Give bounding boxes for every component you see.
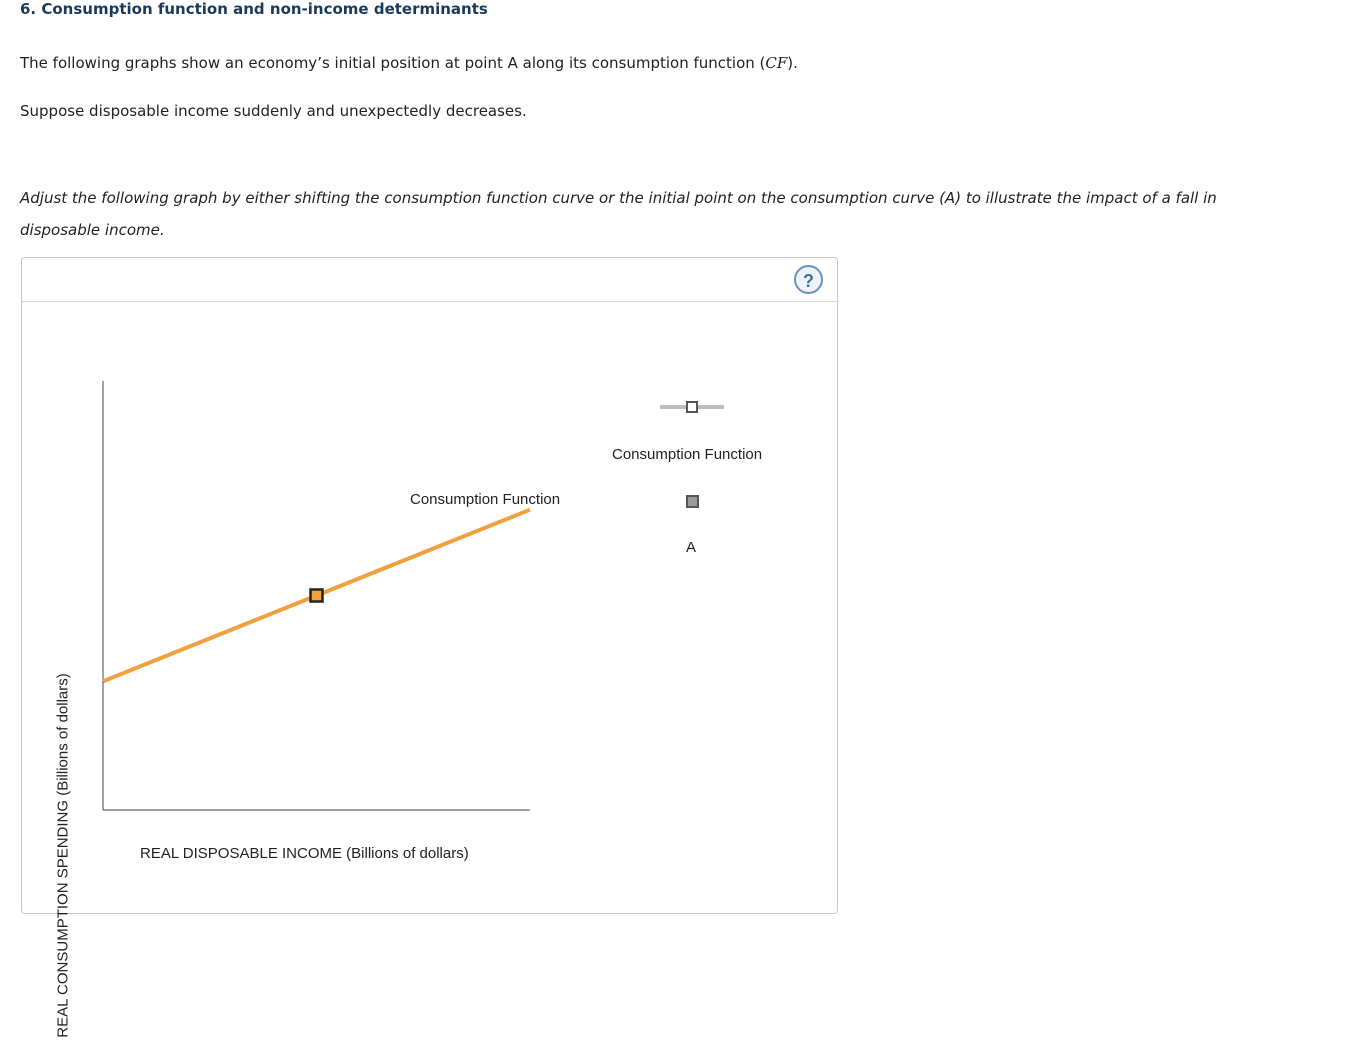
tool-square-marker	[687, 402, 697, 412]
point-a-marker[interactable]	[311, 590, 323, 602]
intro-before: The following graphs show an economy’s initial position at point A along its consumption function (	[20, 54, 766, 72]
square-point-icon	[687, 496, 698, 507]
tool-label-consumption-function: Consumption Function	[612, 446, 763, 463]
y-axis-label: REAL CONSUMPTION SPENDING (Billions of dollars)	[54, 673, 72, 1038]
graph-panel	[21, 257, 838, 1038]
intro-after: ).	[787, 54, 798, 72]
curve-label: Consumption Function	[410, 491, 561, 508]
question-title: 6. Consumption function and non-income determinants	[20, 0, 488, 18]
tool-point-a[interactable]	[687, 496, 698, 507]
help-icon[interactable]: ?	[794, 265, 823, 294]
tool-consumption-function[interactable]	[660, 402, 724, 412]
instruction-text: Adjust the following graph by either shifting the consumption function curve or the initial point on the consumption curve (A) to illustrate the impact of a fall in disposable income.	[20, 189, 1217, 239]
intro-text	[20, 54, 798, 72]
x-axis-label: REAL DISPOSABLE INCOME (Billions of dollars)	[140, 845, 469, 862]
chart-svg	[22, 258, 837, 913]
scenario-text: Suppose disposable income suddenly and unexpectedly decreases.	[20, 102, 527, 120]
intro-math: CF	[765, 54, 788, 72]
tool-label-a: A	[686, 539, 697, 556]
